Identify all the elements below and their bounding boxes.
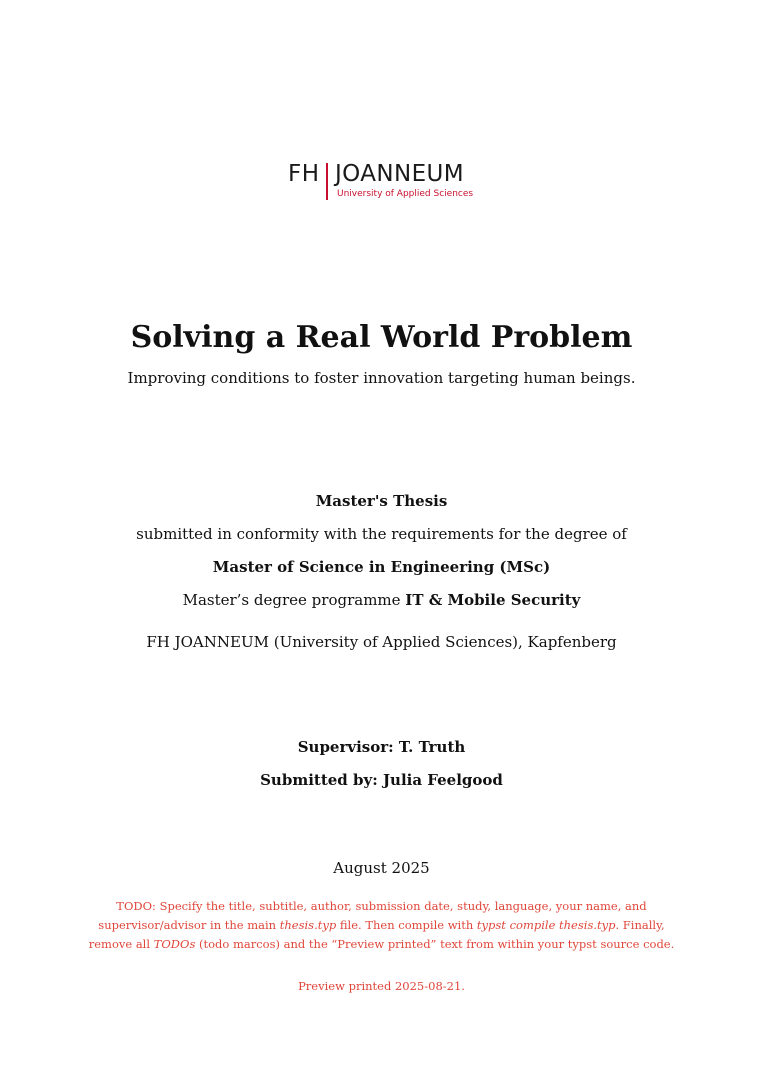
logo-brand-right: JOANNEUM bbox=[335, 161, 465, 187]
preview-printed-note: Preview printed 2025-08-21. bbox=[298, 979, 465, 993]
todo-file: thesis.typ bbox=[279, 918, 337, 932]
thesis-subtitle: Improving conditions to foster innovation targeting human beings. bbox=[127, 369, 636, 387]
programme-prefix: Master’s degree programme bbox=[182, 591, 406, 609]
todo-command: typst compile thesis.typ bbox=[476, 918, 616, 932]
thesis-title: Solving a Real World Problem bbox=[130, 320, 633, 355]
thesis-type: Master's Thesis bbox=[315, 492, 448, 510]
programme-name: IT & Mobile Security bbox=[405, 591, 581, 609]
logo-brand-left: FH bbox=[288, 161, 320, 187]
todo-text-1: TODO: Specify the title, subtitle, author, submission date, study, language, your name, and supervisor/advisor in the main bbox=[98, 899, 647, 932]
todo-text-3: . Finally, remove all bbox=[88, 918, 665, 951]
degree-programme bbox=[0, 589, 763, 611]
todo-text-4: (todo marcos) and the “Preview printed” text from within your typst source code. bbox=[195, 937, 675, 951]
todo-text-2: file. Then compile with bbox=[336, 918, 477, 932]
todo-note bbox=[80, 897, 683, 954]
degree-name: Master of Science in Engineering (MSc) bbox=[212, 558, 551, 576]
logo-tagline: University of Applied Sciences bbox=[337, 189, 474, 199]
supervisor: Supervisor: T. Truth bbox=[297, 738, 466, 756]
author: Submitted by: Julia Feelgood bbox=[260, 771, 503, 789]
logo-divider-bar bbox=[326, 163, 328, 200]
fh-joanneum-logo bbox=[288, 160, 488, 204]
conformity-statement: submitted in conformity with the requirements for the degree of bbox=[136, 525, 627, 543]
submission-date: August 2025 bbox=[333, 859, 430, 877]
todo-todos: TODOs bbox=[153, 937, 196, 951]
institution: FH JOANNEUM (University of Applied Sciences), Kapfenberg bbox=[146, 633, 617, 651]
